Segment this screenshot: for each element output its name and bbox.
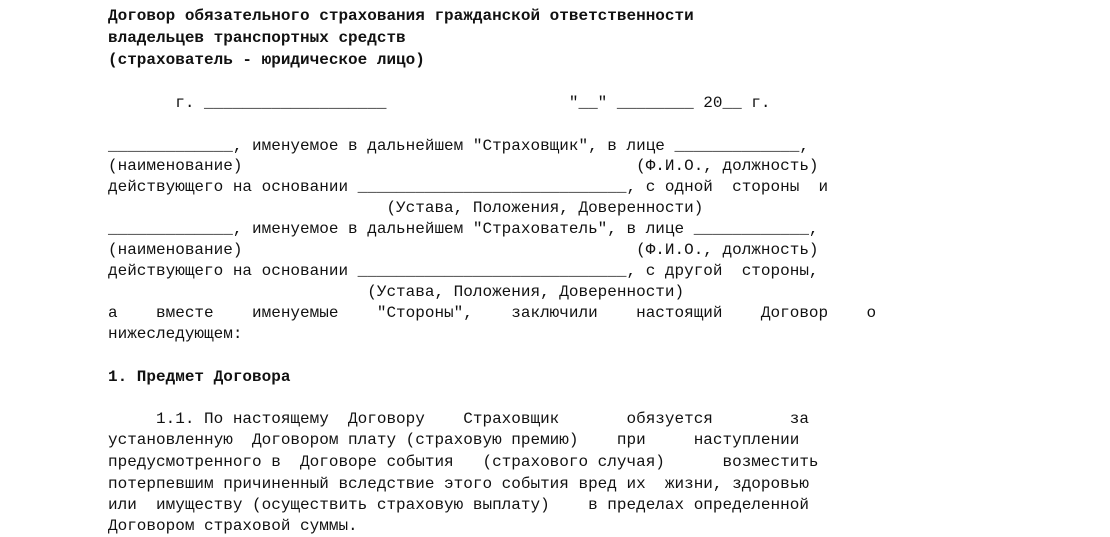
clause-1-1-line-4: потерпевшим причиненный вследствие этого события вред их жизни, здоровью bbox=[108, 475, 809, 493]
clause-1-1-line-5: или имуществу (осуществить страховую выплату) в пределах определенной bbox=[108, 496, 809, 514]
document-title-line-3: (страхователь - юридическое лицо) bbox=[108, 51, 425, 69]
place-date-line: г. ___________________ "__" ________ 20__ г. bbox=[108, 94, 771, 112]
insured-name-line: _____________, именуемое в дальнейшем "Страхователь", в лице ____________, bbox=[108, 220, 819, 238]
document-title-line-2: владельцев транспортных средств bbox=[108, 29, 406, 47]
clause-1-1-line-3: предусмотренного в Договоре события (страхового случая) возместить bbox=[108, 453, 819, 471]
parties-conclusion-line-2: нижеследующем: bbox=[108, 325, 243, 343]
insurer-basis-caption: (Устава, Положения, Доверенности) bbox=[108, 199, 704, 217]
insured-caption-line: (наименование) (Ф.И.О., должность) bbox=[108, 241, 819, 259]
insurer-name-line: _____________, именуемое в дальнейшем "Страховщик", в лице _____________, bbox=[108, 137, 809, 155]
insurer-caption-line: (наименование) (Ф.И.О., должность) bbox=[108, 157, 819, 175]
insured-basis-caption: (Устава, Положения, Доверенности) bbox=[108, 283, 685, 301]
insured-basis-line: действующего на основании ____________________________, с другой стороны, bbox=[108, 262, 819, 280]
parties-conclusion-line-1: а вместе именуемые "Стороны", заключили настоящий Договор о bbox=[108, 304, 877, 322]
insurer-basis-line: действующего на основании ____________________________, с одной стороны и bbox=[108, 178, 829, 196]
section-1-heading: 1. Предмет Договора bbox=[108, 368, 291, 386]
clause-1-1-line-2: установленную Договором плату (страховую премию) при наступлении bbox=[108, 431, 800, 449]
document-title-line-1: Договор обязательного страхования гражданской ответственности bbox=[108, 7, 694, 25]
clause-1-1-line-1: 1.1. По настоящему Договору Страховщик обязуется за bbox=[108, 410, 809, 428]
clause-1-1-line-6: Договором страховой суммы. bbox=[108, 517, 358, 535]
